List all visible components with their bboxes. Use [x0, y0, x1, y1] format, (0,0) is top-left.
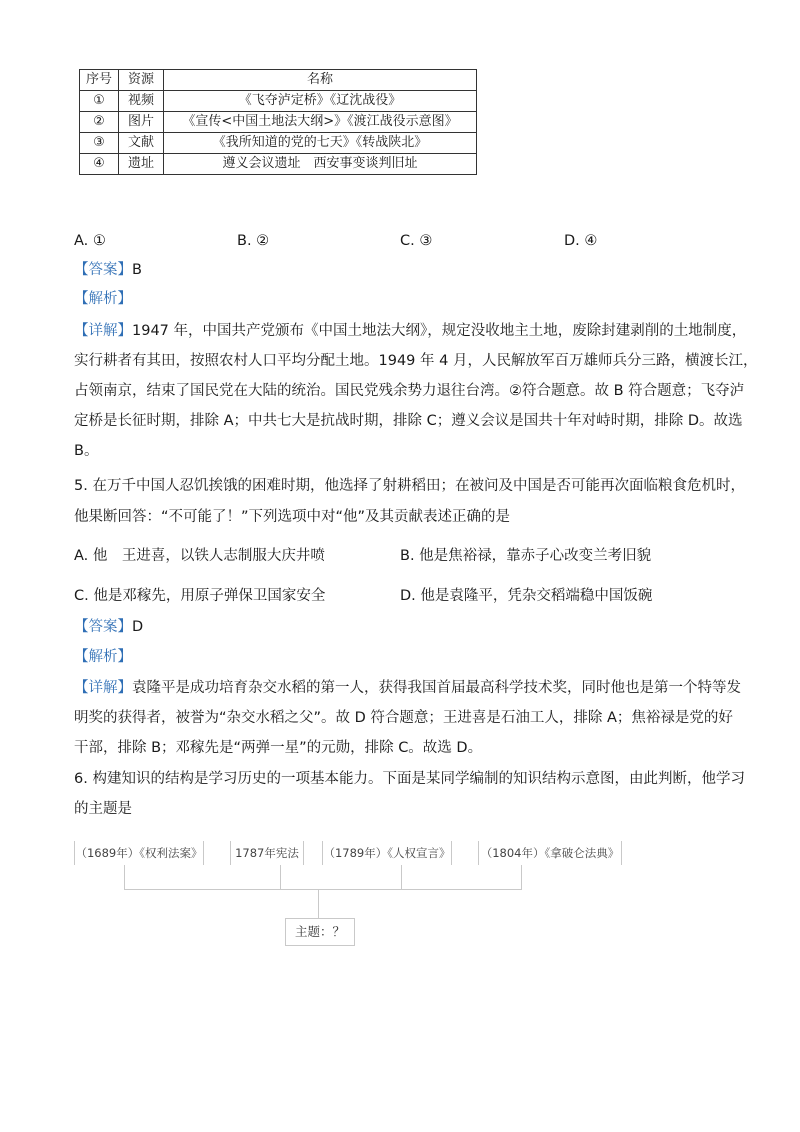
table-cell: ①: [80, 91, 119, 112]
header-cell: 资源: [119, 70, 164, 91]
q4-option-d: D. ④: [564, 233, 598, 249]
header-cell: 名称: [164, 70, 477, 91]
table-cell: ②: [80, 112, 119, 133]
q5-detail: [74, 678, 741, 768]
q4-option-b: B. ②: [237, 233, 270, 249]
detail-line: 明奖的获得者，被誉为“杂交水稻之父”。故 D 符合题意；王进喜是石油工人，排除 A；焦裕禄是党的好: [74, 710, 733, 726]
timeline-item-1787: 1787年宪法: [230, 841, 304, 865]
table-cell: 图片: [119, 112, 164, 133]
detail-line: 【详解】1947 年，中国共产党颁布《中国土地法大纲》，规定没收地主土地，废除封建剥削的土地制度，: [74, 323, 747, 339]
connector-line: [521, 865, 522, 889]
table-cell: ④: [80, 154, 119, 175]
q5-option-d: D. 他是袁隆平，凭杂交稻端稳中国饭碗: [400, 588, 653, 604]
detail-line: 干部，排除 B；邓稼先是“两弹一星”的元勋，排除 C。故选 D。: [74, 740, 483, 756]
q5-option-a: A. 他 王进喜，以铁人志制服大庆井喷: [74, 548, 325, 564]
resource-table: [79, 69, 477, 175]
q4-option-a: A. ①: [74, 233, 106, 249]
table-cell: 《我所知道的党的七天》《转战陕北》: [164, 133, 477, 154]
q5-analysis-tag: 【解析】: [74, 649, 132, 665]
stem-line: 他果断回答：“不可能了！”下列选项中对“他”及其贡献表述正确的是: [74, 509, 511, 525]
q4-detail: [74, 321, 757, 471]
detail-line: 占领南京，结束了国民党在大陆的统治。国民党残余势力退往台湾。②符合题意。故 B 符合题意；飞夺泸: [74, 383, 745, 399]
q5-answer: [74, 617, 143, 637]
detail-line: B。: [74, 443, 99, 459]
stem-line: 的主题是: [74, 801, 132, 817]
table-cell: 视频: [119, 91, 164, 112]
table-row: [80, 133, 477, 154]
q4-analysis-tag: 【解析】: [74, 291, 132, 307]
connector-line: [318, 889, 319, 918]
timeline-item-1789: （1789年）《人权宣言》: [322, 841, 452, 865]
topic-box: 主题：？: [285, 918, 355, 946]
answer-value: D: [132, 619, 144, 635]
connector-line: [280, 865, 281, 889]
detail-tag: 【详解】: [74, 680, 132, 696]
q5-option-b: B. 他是焦裕禄，靠赤子心改变兰考旧貌: [400, 548, 652, 564]
answer-tag: 【答案】: [74, 262, 132, 278]
connector-line: [124, 865, 125, 889]
q6-stem: [74, 769, 745, 829]
q4-answer: [74, 260, 142, 280]
table-cell: 遗址: [119, 154, 164, 175]
answer-value: B: [132, 262, 142, 278]
connector-line: [401, 865, 402, 889]
q5-stem: [74, 476, 745, 538]
header-cell: 序号: [80, 70, 119, 91]
timeline-item-1804: （1804年）《拿破仑法典》: [478, 841, 622, 865]
detail-line: 【详解】袁隆平是成功培育杂交水稻的第一人，获得我国首届最高科学技术奖，同时他也是第一个特等发: [74, 680, 741, 696]
table-row: [80, 91, 477, 112]
answer-tag: 【答案】: [74, 619, 132, 635]
q4-option-c: C. ③: [400, 233, 433, 249]
connector-line: [124, 889, 522, 890]
detail-tag: 【详解】: [74, 323, 132, 339]
table-header-row: [80, 70, 477, 91]
table-cell: 文献: [119, 133, 164, 154]
table-cell: ③: [80, 133, 119, 154]
table-cell: 《飞夺泸定桥》《辽沈战役》: [164, 91, 477, 112]
stem-line: 6. 构建知识的结构是学习历史的一项基本能力。下面是某同学编制的知识结构示意图，由此判断，他学习: [74, 771, 745, 787]
detail-line: 定桥是长征时期，排除 A；中共七大是抗战时期，排除 C；遵义会议是国共十年对峙时期，排除 D。故选: [74, 413, 743, 429]
detail-line: 实行耕者有其田，按照农村人口平均分配土地。1949 年 4 月，人民解放军百万雄师兵分三路，横渡长江，: [74, 353, 758, 369]
table-cell: 《宣传<中国土地法大纲>》《渡江战役示意图》: [164, 112, 477, 133]
timeline-item-1689: （1689年）《权利法案》: [74, 841, 204, 865]
table-cell: 遵义会议遗址 西安事变谈判旧址: [164, 154, 477, 175]
table-row: [80, 112, 477, 133]
q5-option-c: C. 他是邓稼先，用原子弹保卫国家安全: [74, 588, 326, 604]
table-row: [80, 154, 477, 175]
stem-line: 5. 在万千中国人忍饥挨饿的困难时期，他选择了射耕稻田；在被问及中国是否可能再次面临粮食危机时，: [74, 478, 745, 494]
